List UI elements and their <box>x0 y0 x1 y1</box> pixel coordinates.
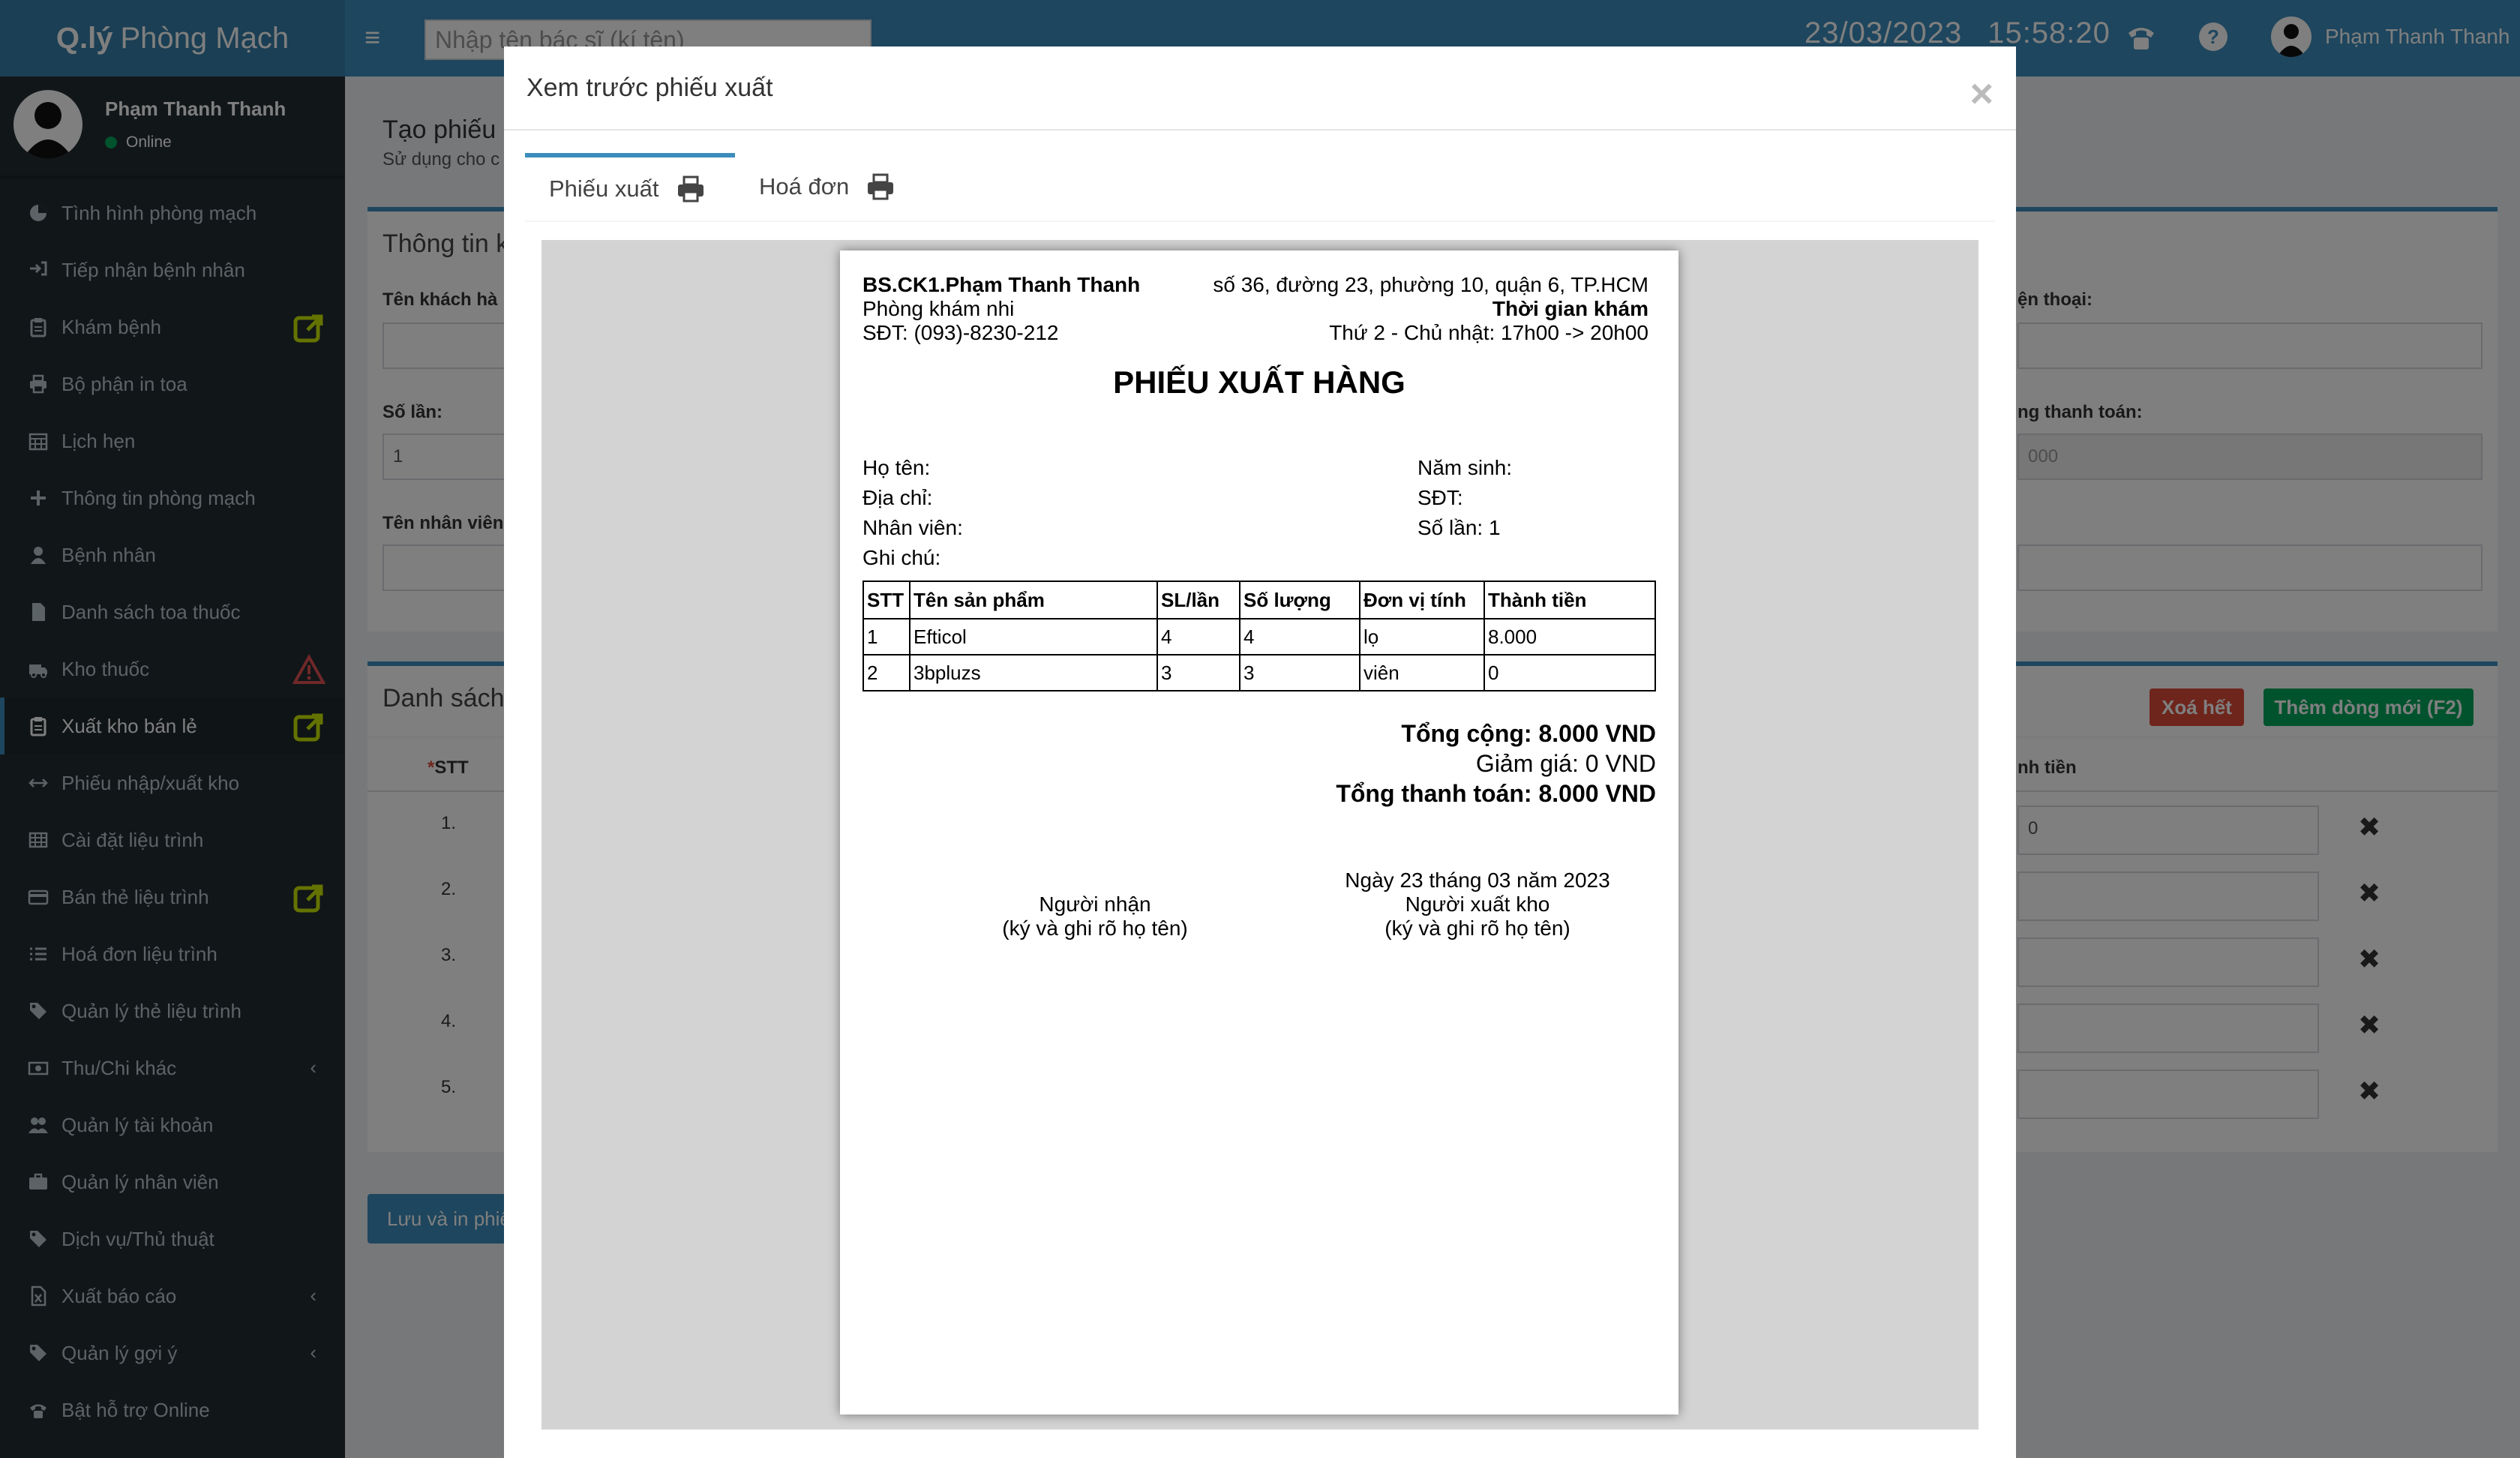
field-name: Họ tên: <box>862 456 931 479</box>
field-visits: Số lần: 1 <box>1418 516 1501 539</box>
modal-title: Xem trước phiếu xuất <box>526 74 773 102</box>
col-header: Đơn vị tính <box>1360 581 1484 619</box>
preview-modal <box>504 46 2016 1458</box>
receiver-signature: Người nhận (ký và ghi rõ họ tên) <box>1002 892 1188 940</box>
grand-total: Tổng thanh toán: 8.000 VND <box>1336 780 1656 807</box>
document-title: PHIẾU XUẤT HÀNG <box>1113 364 1406 400</box>
export-slip-document <box>840 250 1678 1414</box>
cell: 1 <box>863 619 910 655</box>
sign-date: Ngày 23 tháng 03 năm 2023 <box>1345 868 1610 892</box>
field-note: Ghi chú: <box>862 546 941 569</box>
tab-invoice[interactable]: Hoá đơn <box>759 153 896 220</box>
cell: Efticol <box>910 619 1157 655</box>
col-header: Số lượng <box>1240 581 1360 619</box>
cell: 3 <box>1157 655 1240 691</box>
clinic-name: Phòng khám nhi <box>862 297 1015 320</box>
field-staff: Nhân viên: <box>862 516 963 539</box>
cell: 0 <box>1484 655 1655 691</box>
col-header: Tên sản phẩm <box>910 581 1157 619</box>
field-address: Địa chỉ: <box>862 486 933 509</box>
printer-icon <box>866 172 896 202</box>
cell: 4 <box>1157 619 1240 655</box>
table-header-row <box>863 581 1655 619</box>
clinic-address: số 36, đường 23, phường 10, quận 6, TP.HCM <box>1213 273 1648 296</box>
print-preview-area[interactable] <box>542 240 1978 1430</box>
preview-tabs <box>525 153 1995 222</box>
table-row <box>863 655 1655 691</box>
totals-block <box>1336 718 1656 808</box>
issuer-signature: Ngày 23 tháng 03 năm 2023 Người xuất kho (ký và ghi rõ họ tên) <box>1320 868 1635 940</box>
doctor-name: BS.CK1.Phạm Thanh Thanh <box>862 273 1141 296</box>
cell: 3bpluzs <box>910 655 1157 691</box>
cell: viên <box>1360 655 1484 691</box>
close-icon[interactable]: × <box>1970 71 1994 116</box>
field-phone: SĐT: <box>1418 486 1463 509</box>
printer-icon <box>676 174 706 204</box>
discount: Giảm giá: 0 VND <box>1475 750 1656 777</box>
cell: 3 <box>1240 655 1360 691</box>
cell: 4 <box>1240 619 1360 655</box>
clinic-phone: SĐT: (093)-8230-212 <box>862 321 1059 344</box>
hours-title: Thời gian khám <box>1492 297 1648 320</box>
field-birth-year: Năm sinh: <box>1418 456 1513 479</box>
items-table <box>862 580 1656 692</box>
tab-export-slip[interactable]: Phiếu xuất <box>525 153 735 220</box>
table-row <box>863 619 1655 655</box>
cell: 8.000 <box>1484 619 1655 655</box>
clinic-hours: Thứ 2 - Chủ nhật: 17h00 -> 20h00 <box>1329 321 1648 344</box>
col-header: SL/lần <box>1157 581 1240 619</box>
subtotal: Tổng cộng: 8.000 VND <box>1401 720 1656 747</box>
col-header: Thành tiền <box>1484 581 1655 619</box>
col-header: STT <box>863 581 910 619</box>
divider <box>504 129 2016 130</box>
cell: lọ <box>1360 619 1484 655</box>
cell: 2 <box>863 655 910 691</box>
